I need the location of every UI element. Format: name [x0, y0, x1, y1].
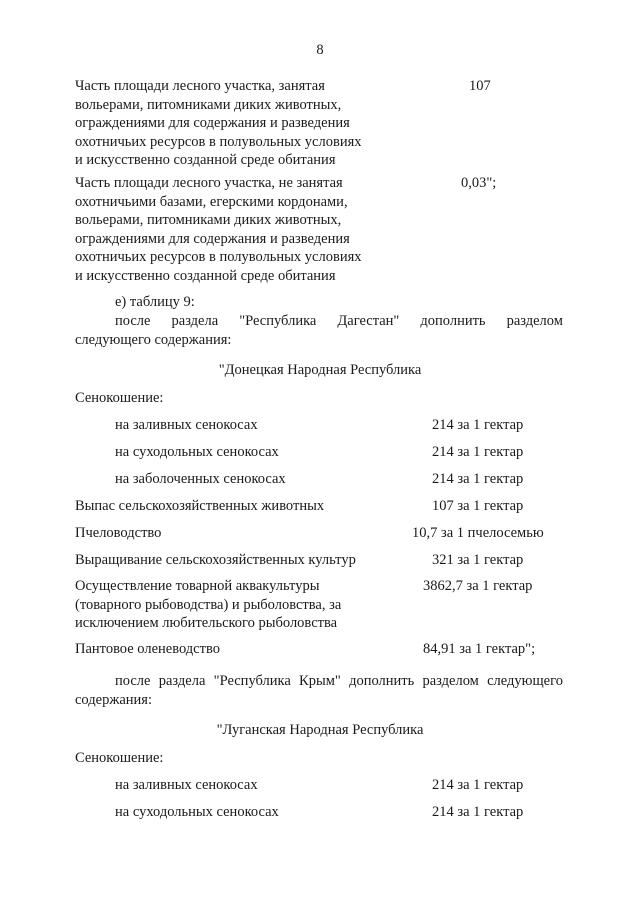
area-row-1-line: охотничьих ресурсов в полувольных условиях	[75, 133, 362, 150]
instruction-word: раздела	[158, 673, 206, 689]
instruction-word: дополнить	[420, 313, 486, 329]
table-row-label: Выпас сельскохозяйственных животных	[75, 498, 325, 514]
area-row-2-line: охотничьими базами, егерскими кордонами,	[75, 193, 348, 210]
instruction-word: разделом	[422, 673, 479, 689]
area-row-2-value: 0,03";	[461, 175, 497, 191]
area-row-1-line: вольерами, питомниками диких животных,	[75, 96, 342, 113]
section-2-haymaking-heading: Сенокошение:	[75, 750, 164, 766]
table-row-value: 107 за 1 гектар	[432, 498, 524, 514]
table-row-label: на заливных сенокосах	[115, 417, 258, 433]
table-row-value: 10,7 за 1 пчелосемью	[412, 525, 544, 541]
area-row-1-line: ограждениями для содержания и разведения	[75, 115, 350, 132]
instruction-word: после	[115, 313, 151, 329]
table-row-value: 214 за 1 гектар	[432, 804, 524, 820]
instruction-word: Крым"	[299, 673, 341, 689]
section-1-haymaking-heading: Сенокошение:	[75, 390, 164, 406]
table-row-label: на суходольных сенокосах	[115, 444, 279, 460]
section-2-title: "Луганская Народная Республика	[216, 722, 424, 738]
instruction-word: дополнить	[349, 673, 415, 689]
instruction-word: следующего	[487, 673, 563, 689]
aquaculture-line: (товарного рыбоводства) и рыболовства, за	[75, 596, 342, 613]
area-row-2-line: Часть площади лесного участка, не занятая	[75, 175, 343, 191]
table-row-label: Выращивание сельскохозяйственных культур	[75, 552, 356, 568]
area-row-2-label	[75, 174, 395, 286]
instruction-word: "Республика	[239, 313, 317, 329]
table-row-label: Пантовое оленеводство	[75, 641, 220, 657]
area-row-1-line: и искусственно созданной среде обитания	[75, 152, 336, 169]
instruction-2-line-1	[115, 672, 563, 691]
area-row-2-line: вольерами, питомниками диких животных,	[75, 212, 342, 229]
aquaculture-label	[75, 577, 395, 633]
aquaculture-value: 3862,7 за 1 гектар	[423, 578, 533, 594]
table-row-value: 214 за 1 гектар	[432, 417, 524, 433]
area-row-1-value: 107	[469, 78, 491, 94]
table-row-label: на заливных сенокосах	[115, 777, 258, 793]
section-1-title: "Донецкая Народная Республика	[218, 362, 422, 378]
instruction-2-line-2: содержания:	[75, 692, 153, 708]
instruction-1-line-1	[115, 312, 563, 331]
instruction-word: разделом	[506, 313, 563, 329]
table-row-label: Пчеловодство	[75, 525, 162, 541]
table-row-label: на суходольных сенокосах	[115, 804, 279, 820]
instruction-word: после	[115, 673, 151, 689]
instruction-word: Дагестан"	[337, 313, 400, 329]
aquaculture-line: исключением любительского рыболовства	[75, 615, 338, 632]
table-row-value: 84,91 за 1 гектар";	[423, 641, 536, 657]
area-row-2-line: и искусственно созданной среде обитания	[75, 267, 336, 284]
table-row-label: на заболоченных сенокосах	[115, 471, 286, 487]
table-row-value: 214 за 1 гектар	[432, 444, 524, 460]
instruction-1-line-2: следующего содержания:	[75, 332, 232, 348]
table-row-value: 214 за 1 гектар	[432, 777, 524, 793]
page-number: 8	[316, 42, 324, 58]
instruction-word: раздела	[171, 313, 219, 329]
area-row-1-label	[75, 77, 395, 170]
area-row-2-line: охотничьих ресурсов в полувольных условиях	[75, 249, 362, 266]
table-row-value: 214 за 1 гектар	[432, 471, 524, 487]
table-row-value: 321 за 1 гектар	[432, 552, 524, 568]
aquaculture-line: Осуществление товарной аквакультуры	[75, 578, 320, 594]
area-row-2-line: ограждениями для содержания и разведения	[75, 230, 350, 247]
instruction-item: е) таблицу 9:	[115, 294, 195, 310]
area-row-1-line: Часть площади лесного участка, занятая	[75, 78, 325, 94]
instruction-word: "Республика	[213, 673, 291, 689]
